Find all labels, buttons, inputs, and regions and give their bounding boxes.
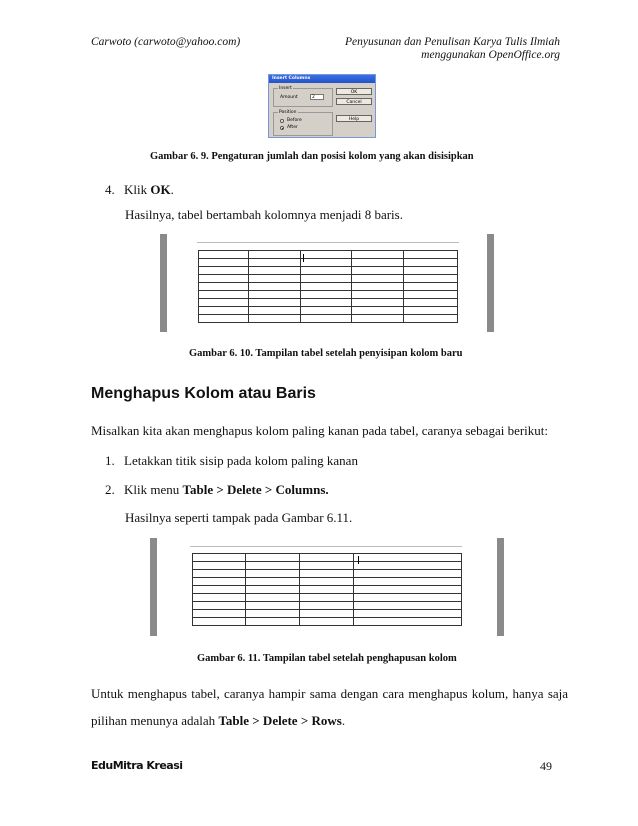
figure-6-9-caption: Gambar 6. 9. Pengaturan jumlah dan posisi kolom yang akan disisipkan (150, 151, 474, 162)
after-label: After (287, 125, 298, 130)
closing-text: pilihan menunya adalah (91, 713, 219, 728)
insert-group (273, 88, 333, 107)
table-after-insert (198, 250, 458, 323)
insert-group-label: Insert (279, 86, 292, 91)
page-number: 49 (540, 759, 552, 773)
page-edge-line (197, 242, 459, 243)
figure-6-10-caption: Gambar 6. 10. Tampilan tabel setelah penyisipan kolom baru (189, 348, 463, 359)
step-2-result: Hasilnya seperti tampak pada Gambar 6.11. (125, 510, 353, 525)
step-4 (105, 182, 174, 198)
cancel-button[interactable]: Cancel (336, 98, 372, 105)
section-heading: Menghapus Kolom atau Baris (91, 385, 316, 402)
list-item-text: Klik menu (124, 482, 183, 497)
insert-columns-dialog (268, 74, 376, 138)
list-item (105, 453, 358, 469)
ok-button[interactable]: OK (336, 88, 372, 95)
closing-paragraph-line1: Untuk menghapus tabel, caranya hampir sama dengan cara menghapus kolum, hanya saja (91, 686, 569, 701)
closing-paragraph-line2 (91, 713, 345, 729)
closing-bold: Table > Delete > Rows (218, 713, 342, 728)
figure-6-11-caption: Gambar 6. 11. Tampilan tabel setelah penghapusan kolom (197, 653, 457, 664)
list-item-number: 1. (105, 453, 115, 468)
page-margin-bar-left (150, 538, 157, 636)
list-item-number: 2. (105, 482, 115, 497)
help-button[interactable]: Help (336, 115, 372, 122)
header-right-line1: Penyusunan dan Penulisan Karya Tulis Ilmiah (345, 36, 560, 48)
step-4-text: Klik (124, 182, 151, 197)
before-radio[interactable] (280, 119, 284, 123)
amount-input[interactable]: 2 (310, 94, 324, 100)
header-right-line2: menggunakan OpenOffice.org (421, 49, 560, 61)
page-margin-bar-right (487, 234, 494, 332)
step-4-end: . (170, 182, 174, 197)
list-item-bold: Table > Delete > Columns. (182, 482, 329, 497)
page-margin-bar-right (497, 538, 504, 636)
position-group (273, 112, 333, 136)
text-cursor (358, 556, 359, 564)
position-group-label: Position (279, 110, 297, 115)
step-4-bold: OK (150, 182, 171, 197)
step-4-number: 4. (105, 182, 115, 197)
header-right (345, 36, 560, 61)
after-radio[interactable] (280, 126, 284, 130)
before-label: Before (287, 118, 302, 123)
footer-logo: EduMitra Kreasi (91, 759, 183, 772)
dialog-title: Insert Columns (269, 75, 375, 83)
text-cursor (303, 254, 304, 262)
list-item (105, 482, 329, 498)
header-left: Carwoto (carwoto@yahoo.com) (91, 36, 241, 48)
table-after-delete (192, 553, 462, 626)
closing-end: . (341, 713, 346, 728)
step-4-result: Hasilnya, tabel bertambah kolomnya menjadi 8 baris. (125, 207, 403, 222)
page-edge-line (190, 546, 462, 547)
intro-paragraph: Misalkan kita akan menghapus kolom paling kanan pada tabel, caranya sebagai berikut: (91, 423, 549, 438)
amount-label: Amount (280, 95, 298, 100)
list-item-text: Letakkan titik sisip pada kolom paling kanan (124, 453, 358, 468)
page-margin-bar-left (160, 234, 167, 332)
